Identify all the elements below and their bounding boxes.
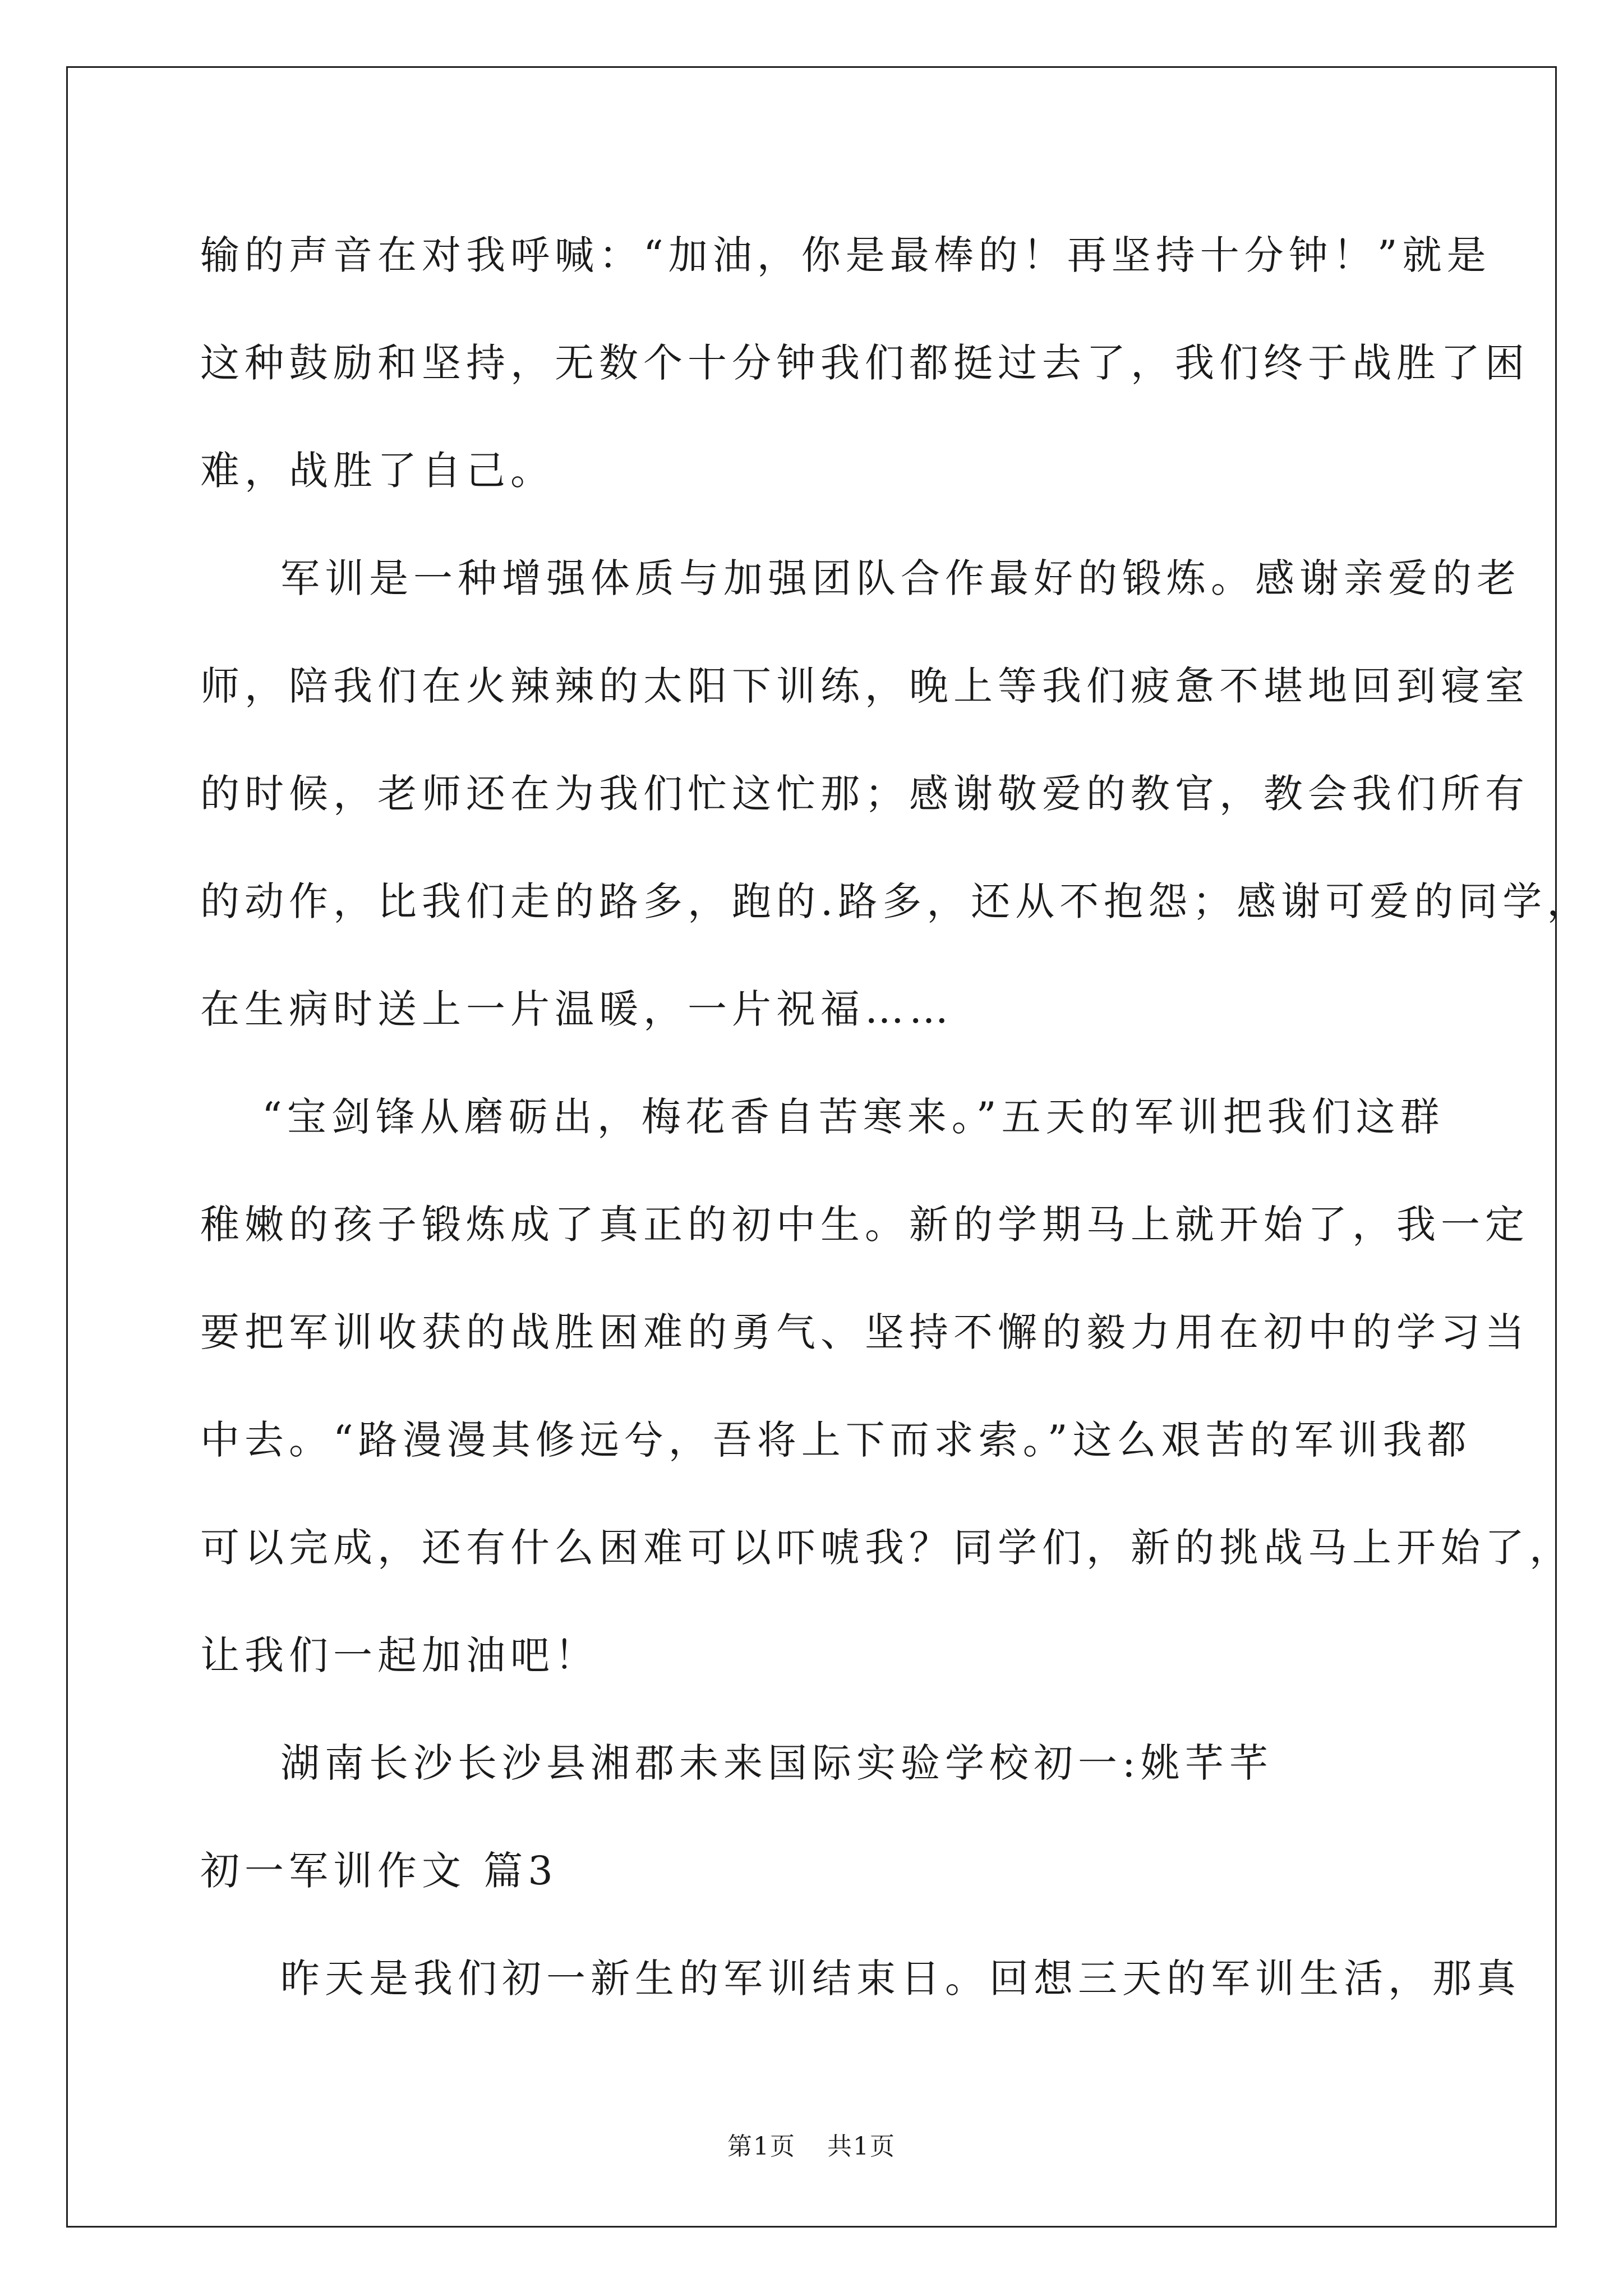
page-number: 第1页 <box>727 2132 796 2161</box>
text-line: 师，陪我们在火辣辣的太阳下训练，晚上等我们疲惫不堪地回到寝室 <box>200 663 1529 709</box>
section-heading: 初一军训作文 篇3 <box>200 1848 558 1894</box>
text-line: 中去。“路漫漫其修远兮，吾将上下而求索。”这么艰苦的军训我都 <box>200 1417 1472 1463</box>
page-footer <box>0 2126 1623 2162</box>
text-line: 输的声音在对我呼喊：“加油，你是最棒的！再坚持十分钟！”就是 <box>200 232 1491 278</box>
author-line: 湖南长沙长沙县湘郡未来国际实验学校初一:姚芊芊 <box>280 1740 1274 1786</box>
paragraph-start-line: 军训是一种增强体质与加强团队合作最好的锻炼。感谢亲爱的老 <box>280 555 1521 601</box>
text-line: 的动作，比我们走的路多，跑的.路多，还从不抱怨；感谢可爱的同学， <box>200 878 1592 924</box>
paragraph-start-line: 昨天是我们初一新生的军训结束日。回想三天的军训生活，那真 <box>280 1955 1521 2001</box>
text-line: 在生病时送上一片温暖，一片祝福…… <box>200 986 953 1032</box>
text-line: 这种鼓励和坚持，无数个十分钟我们都挺过去了，我们终于战胜了困 <box>200 340 1529 386</box>
text-line: 可以完成，还有什么困难可以吓唬我？同学们，新的挑战马上开始了， <box>200 1525 1574 1571</box>
paragraph-start-line: “宝剑锋从磨砺出，梅花香自苦寒来。”五天的军训把我们这群 <box>262 1094 1445 1140</box>
text-line: 的时候，老师还在为我们忙这忙那；感谢敬爱的教官，教会我们所有 <box>200 771 1529 817</box>
text-line: 稚嫩的孩子锻炼成了真正的初中生。新的学期马上就开始了，我一定 <box>200 1202 1529 1248</box>
page-total: 共1页 <box>827 2132 896 2161</box>
text-line: 要把军训收获的战胜困难的勇气、坚持不懈的毅力用在初中的学习当 <box>200 1309 1529 1355</box>
text-line: 让我们一起加油吧！ <box>200 1632 599 1678</box>
text-line: 难，战胜了自己。 <box>200 448 555 494</box>
